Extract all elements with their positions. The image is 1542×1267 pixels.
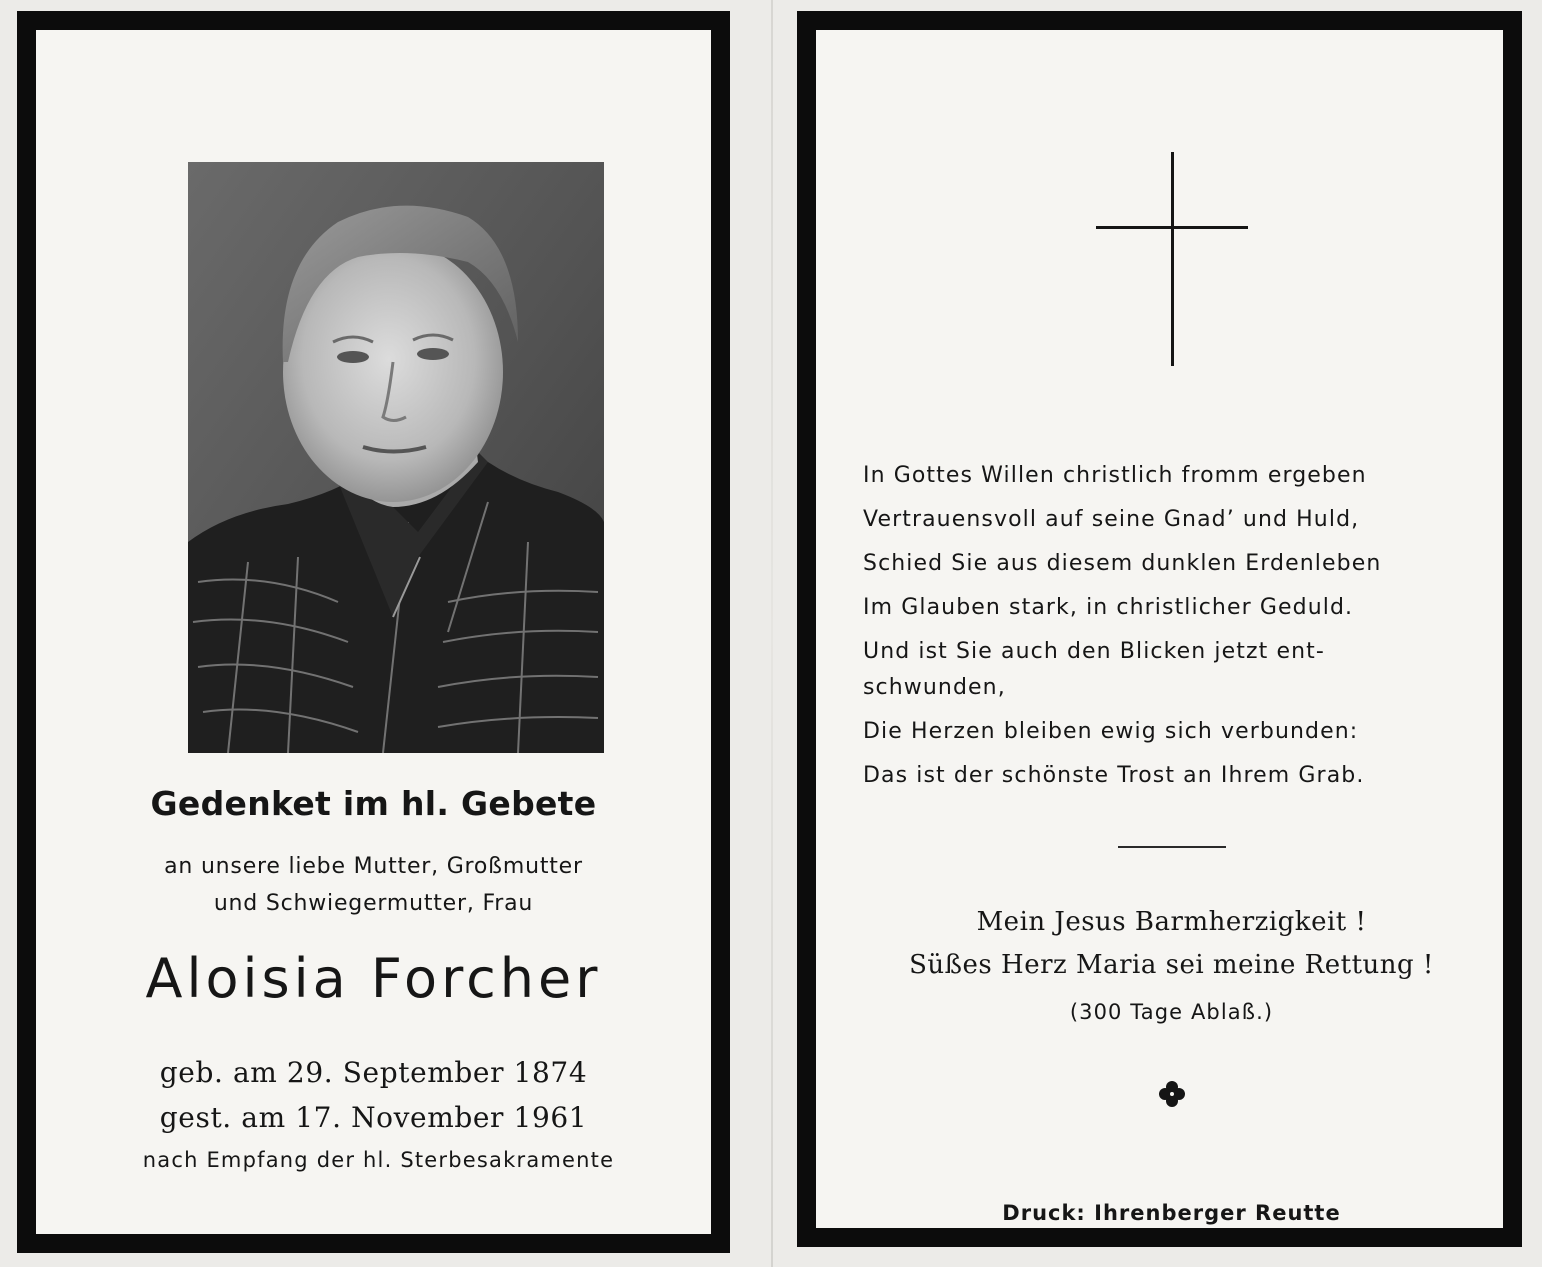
poem-line: Im Glauben stark, in christlicher Geduld. bbox=[863, 595, 1354, 620]
quatrefoil-ornament-icon bbox=[1155, 1077, 1189, 1111]
deceased-name: Aloisia Forcher bbox=[145, 947, 602, 1010]
poem-line: Schied Sie aus diesem dunklen Erdenleben bbox=[863, 551, 1382, 576]
poem-line: Die Herzen bleiben ewig sich verbunden: bbox=[863, 719, 1359, 744]
divider-rule bbox=[1118, 846, 1226, 848]
memorial-heading: Gedenket im hl. Gebete bbox=[150, 784, 597, 823]
portrait-photo bbox=[188, 162, 604, 753]
prayer-line-1: Mein Jesus Barmherzigkeit ! bbox=[976, 907, 1367, 937]
poem-line: In Gottes Willen christlich fromm ergeben bbox=[863, 463, 1367, 488]
left-memorial-panel bbox=[17, 11, 730, 1253]
death-date: gest. am 17. November 1961 bbox=[159, 1101, 588, 1134]
right-memorial-panel bbox=[797, 11, 1522, 1247]
sacraments-note: nach Empfang der hl. Sterbesakramente bbox=[142, 1148, 615, 1172]
card-fold-line bbox=[771, 0, 773, 1267]
intro-line-1: an unsere liebe Mutter, Großmutter bbox=[164, 854, 583, 879]
cross-horizontal-bar bbox=[1096, 226, 1248, 229]
poem-line: Das ist der schönste Trost an Ihrem Grab. bbox=[863, 763, 1365, 788]
birth-date: geb. am 29. September 1874 bbox=[159, 1056, 588, 1089]
indulgence-note: (300 Tage Ablaß.) bbox=[1069, 1000, 1274, 1024]
cross-vertical-bar bbox=[1171, 152, 1174, 366]
poem-line: Und ist Sie auch den Blicken jetzt ent- bbox=[863, 639, 1325, 664]
printer-credit: Druck: Ihrenberger Reutte bbox=[1002, 1201, 1341, 1225]
poem-line: schwunden, bbox=[863, 675, 1006, 700]
intro-line-2: und Schwiegermutter, Frau bbox=[213, 891, 534, 916]
prayer-line-2: Süßes Herz Maria sei meine Rettung ! bbox=[909, 950, 1434, 980]
poem-line: Vertrauensvoll auf seine Gnad’ und Huld, bbox=[863, 507, 1360, 532]
